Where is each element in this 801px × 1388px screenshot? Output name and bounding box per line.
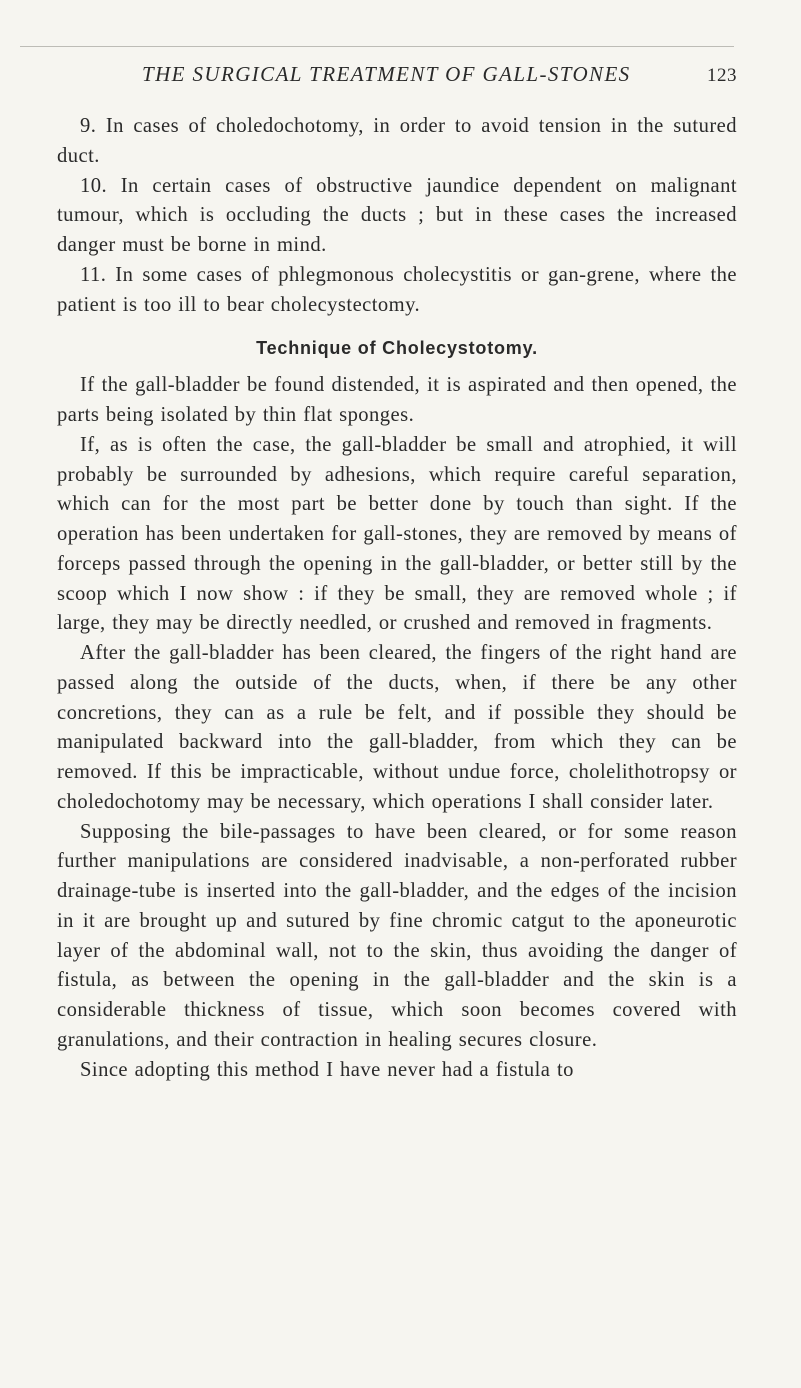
page-number: 123 [707,65,737,86]
body-text [57,112,737,1085]
paragraph-fistula: Since adopting this method I have never had a fistula to [80,1058,574,1081]
top-rule [20,46,734,47]
paragraph-drainage: Supposing the bile-passages to have been cleared, or for some reason further manipulations are considered inadvisable, a non-perforated rubber drainage-tube is inserted into the gall-bladder, and the edges of the incision in it are brought up and sutured by fine chromic catgut to the aponeurotic layer of the abdominal wall, not to the skin, thus avoiding the danger of fistula, as between the opening in the gall-bladder and the skin is a considerable thickness of tissue, which soon becomes covered with granulations, and their contraction in healing secures closure. [57,820,737,1051]
paragraph-atrophied: If, as is often the case, the gall-bladder be small and atrophied, it will probably be surrounded by adhesions, which require careful separation, which can for the most part be better done by touch than sight. If the operation has been undertaken for gall-stones, they are removed by means of forceps passed through the opening in the gall-bladder, or better still by the scoop which I now show : if they be small, they are removed whole ; if large, they may be directly needled, or crushed and removed in fragments. [57,433,737,635]
section-heading: Technique of Cholecystotomy. [256,338,538,359]
running-title: THE SURGICAL TREATMENT OF GALL-STONES [142,62,631,86]
numbered-paragraph-11: 11. In some cases of phlegmonous cholecystitis or gan-grene, where the patient is too ill to bear cholecystectomy. [57,263,737,316]
numbered-paragraph-9: 9. In cases of choledochotomy, in order to avoid tension in the sutured duct. [57,115,737,167]
paragraph-distended: If the gall-bladder be found distended, it is aspirated and then opened, the parts being isolated by thin flat sponges. [57,374,737,426]
numbered-paragraph-10: 10. In certain cases of obstructive jaundice dependent on malignant tumour, which is occluding the ducts ; but in these cases the increased danger must be borne in mind. [57,174,737,256]
paragraph-cleared: After the gall-bladder has been cleared, the fingers of the right hand are passed along the outside of the ducts, when, if there be any other concretions, they can as a rule be felt, and if possible they should be manipulated backward into the gall-bladder, from which they can be removed. If this be impracticable, without undue force, cholelithotropsy or choledochotomy may be necessary, which operations I shall consider later. [57,642,737,813]
running-head [142,62,737,96]
